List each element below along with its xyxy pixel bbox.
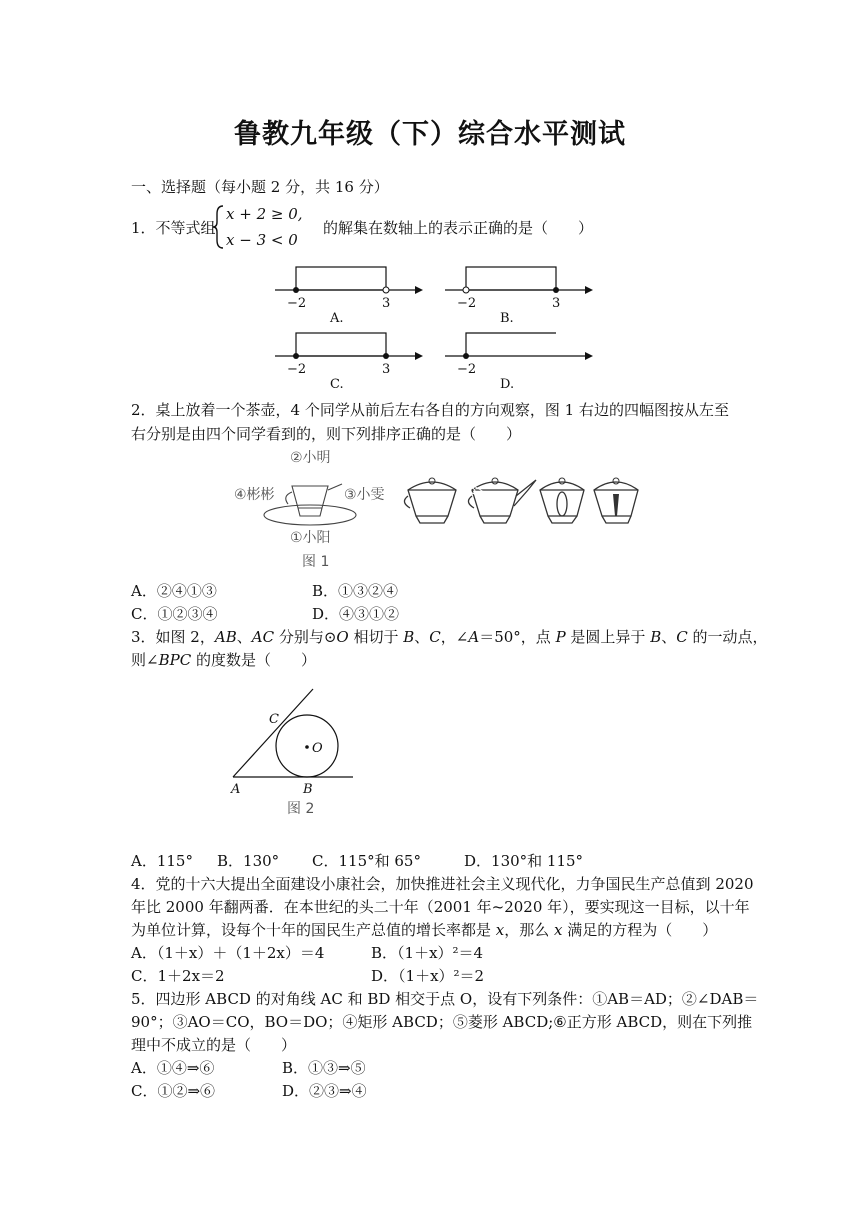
q4-line-3	[131, 919, 717, 941]
q1a-letter: A.	[330, 311, 344, 326]
q2-label-right: ③小雯	[344, 487, 385, 503]
q5-option-c: C．①②⇒⑥	[131, 1082, 216, 1100]
q3-figure	[225, 685, 365, 825]
q2-label-top: ②小明	[290, 450, 331, 466]
q1-suffix: 的解集在数轴上的表示正确的是（ ）	[323, 219, 594, 237]
q3-text: ，∠	[440, 628, 469, 646]
q4-line-2: 年比 2000 年翻两番．在本世纪的头二十年（2001 年~2020 年），要实现这一目标，以十年	[131, 898, 750, 916]
q3-option-b: B．130°	[217, 852, 280, 870]
page-title: 鲁教九年级（下）综合水平测试	[234, 119, 626, 150]
q5-line-1: 5．四边形 ABCD 的对角线 AC 和 BD 相交于点 O，设有下列条件：①AB＝AD；②∠DAB＝	[131, 990, 759, 1008]
q2-option-b: B．①③②④	[312, 582, 399, 600]
q4-option-c: C．1＋2x＝2	[131, 967, 225, 985]
q4-text: 满足的方程为（ ）	[562, 921, 718, 939]
q4-option-a: A．（1＋x）＋（1＋2x）＝4	[131, 944, 325, 962]
q3-a: A	[468, 628, 480, 646]
q3-c2: C	[676, 628, 688, 646]
teapot-view-1	[404, 478, 456, 523]
q5-option-b: B．①③⇒⑤	[282, 1059, 366, 1077]
q3-text: 相切于	[348, 628, 404, 646]
q3-fig-label-a: A	[231, 782, 241, 797]
q3-text: 是圆上异于	[565, 628, 651, 646]
q3-bpc: BPC	[158, 651, 192, 669]
q1b-label-left: −2	[457, 296, 477, 311]
q2-option-d: D．④③①②	[312, 605, 400, 623]
q3-line-2	[131, 649, 316, 671]
q3-c: C	[429, 628, 441, 646]
q3-option-a: A．115°	[131, 852, 193, 870]
q1-figure-b	[440, 262, 600, 324]
q5-line-2: 90°；③AO＝CO，BO＝DO；④矩形 ABCD；⑤菱形 ABCD;⑥正方形 ABCD，则在下列推	[131, 1013, 753, 1031]
q1-prefix: 1．不等式组	[131, 219, 216, 237]
q2-option-c: C．①②③④	[131, 605, 218, 623]
q3-text: ＝50°，点	[479, 628, 556, 646]
teapot-view-2	[468, 478, 536, 523]
teapot-view-3c	[232, 444, 468, 490]
q1-figure-c	[270, 328, 430, 390]
q1d-label-left: −2	[457, 362, 477, 377]
q1a-label-right: 3	[382, 296, 391, 311]
q4-line-1: 4．党的十六大提出全面建设小康社会，加快推进社会主义现代化，力争国民生产总值到 2020	[131, 875, 754, 893]
q5-line-3: 理中不成立的是（ ）	[131, 1036, 297, 1054]
q3-option-d: D．130°和 115°	[464, 852, 584, 870]
q2-label-left: ④彬彬	[234, 487, 275, 503]
q1c-label-right: 3	[382, 362, 391, 377]
q5-option-d: D．②③⇒④	[282, 1082, 367, 1100]
q4-option-d: D．（1＋x）²＝2	[371, 967, 485, 985]
teapot-view-4	[540, 478, 584, 523]
q2-label-bottom: ①小阳	[290, 530, 331, 546]
q2-option-a: A．②④①③	[131, 582, 217, 600]
q3-text: 则∠	[131, 651, 159, 669]
q1c-label-left: −2	[287, 362, 307, 377]
q3-text: 、	[236, 628, 252, 646]
q1-inequality-1: x + 2 ≥ 0,	[226, 205, 303, 223]
q3-text: 的度数是（ ）	[191, 651, 316, 669]
q3-fig-label-c: C	[269, 712, 279, 727]
q4-option-b: B．（1＋x）²＝4	[371, 944, 484, 962]
q4-text: ，那么	[504, 921, 555, 939]
q3-text: 分别与⊙	[274, 628, 337, 646]
q2-figure	[232, 444, 652, 574]
q1d-letter: D.	[500, 377, 515, 392]
q1-inequality-2: x − 3 < 0	[226, 231, 298, 249]
q4-x: x	[495, 921, 505, 939]
q4-text: 为单位计算，设每个十年的国民生产总值的增长率都是	[131, 921, 496, 939]
q3-option-c: C．115°和 65°	[312, 852, 421, 870]
q1-figure-a	[270, 262, 430, 324]
q3-text: 的一动点，	[687, 628, 768, 646]
q3-o: O	[336, 628, 349, 646]
q3-fig-label-o: O	[312, 741, 323, 756]
q3-text: 3．如图 2，	[131, 628, 215, 646]
q4-x2: x	[554, 921, 563, 939]
q2-line-1: 2．桌上放着一个茶壶，4 个同学从前后左右各自的方向观察，图 1 右边的四幅图按从左至	[131, 401, 729, 419]
section-heading: 一、选择题（每小题 2 分，共 16 分）	[131, 178, 389, 196]
q2-line-2: 右分别是由四个同学看到的，则下列排序正确的是（ ）	[131, 425, 522, 443]
q3-b: B	[403, 628, 415, 646]
q3-text: 、	[414, 628, 430, 646]
q3-fig-label-b: B	[303, 782, 313, 797]
q3-ab: AB	[214, 628, 237, 646]
q1a-label-left: −2	[287, 296, 307, 311]
q3-line-1	[131, 626, 768, 648]
q5-option-a: A．①④⇒⑥	[131, 1059, 215, 1077]
q3-text: 、	[661, 628, 677, 646]
q3-p: P	[555, 628, 566, 646]
q1-brace	[212, 204, 226, 250]
q1b-label-right: 3	[552, 296, 561, 311]
q1-figure-d	[440, 328, 600, 390]
q3-b2: B	[650, 628, 662, 646]
q3-fig-caption: 图 2	[287, 801, 315, 817]
q2-caption: 图 1	[302, 554, 330, 570]
teapot-view-5	[594, 478, 638, 523]
q1b-letter: B.	[500, 311, 514, 326]
q3-ac: AC	[251, 628, 275, 646]
q1c-letter: C.	[330, 377, 344, 392]
